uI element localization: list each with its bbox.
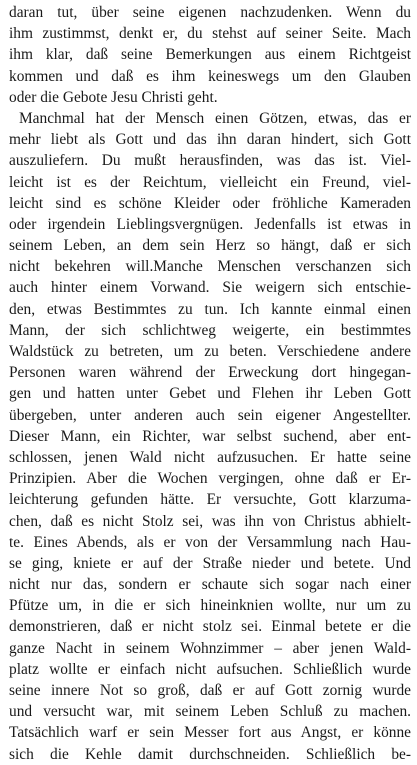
text-line: ihm klar, daß seine Bemerkungen aus einem Richtgeist [9, 46, 411, 64]
text-line: oder irgendein Lieblingsvergnügen. Jedenfalls ist etwas in [9, 215, 411, 233]
text-line: leichterung gefunden hätte. Er versuchte, Gott klarzuma- [9, 491, 411, 509]
text-line: Dieser Mann, ein Richter, war selbst suchend, aber ent- [9, 427, 411, 445]
page-text [9, 2, 411, 765]
text-line: Tatsächlich warf er sein Messer fort aus Angst, er könne [9, 724, 411, 742]
text-line: seinem Leben, an dem sein Herz so hängt, daß er sich [9, 237, 411, 255]
text-line: leicht sind es schöne Kleider oder fröhliche Kameraden [9, 194, 411, 212]
text-line: den, etwas Bestimmtes zu tun. Ich kannte einmal einen [9, 300, 411, 318]
text-line: auszuliefern. Du mußt herausfinden, was das ist. Viel- [9, 152, 411, 170]
text-line: Waldstück zu betreten, um zu beten. Verschiedene andere [9, 343, 411, 360]
text-line: Pfütze um, in die er sich hineinknien wollte, nur um zu [9, 597, 411, 615]
text-line: gen und hatten unter Gebet und Flehen ihr Leben Gott [9, 385, 411, 403]
text-line: oder die Gebote Jesu Christi geht. [9, 88, 218, 106]
text-line: Manchmal hat der Mensch einen Götzen, etwas, das er [19, 109, 411, 127]
text-line: ganze Nacht in seinem Wohnzimmer – aber jenen Wald- [9, 639, 411, 657]
text-line: ihm zustimmst, denkt er, du stehst auf seiner Seite. Mach [9, 25, 411, 43]
text-line: Personen waren während der Erweckung dort hingegan- [9, 364, 411, 382]
text-line: mehr liebt als Gott und das ihn daran hindert, sich Gott [9, 131, 411, 149]
text-line: auch hinter einem Vorwand. Sie weigern sich entschie- [9, 279, 411, 297]
text-line: chen, daß es nicht Stolz sei, was ihn von Christus abhielt- [9, 512, 411, 530]
paragraph-1 [9, 2, 411, 108]
text-line: se ging, kniete er auf der Straße nieder und betete. Und [9, 554, 411, 572]
text-line: te. Eines Abends, als er von der Versammlung nach Hau- [9, 533, 411, 551]
paragraph-2 [9, 108, 411, 765]
text-line: übergeben, unter anderen auch sein eigener Angestellter. [9, 406, 411, 424]
text-line: leicht ist es der Reichtum, vielleicht ein Freund, viel- [9, 173, 411, 191]
text-line: kommen und daß es ihm keineswegs um den Glauben [9, 67, 411, 85]
text-line: sich die Kehle damit durchschneiden. Schließlich be- [9, 745, 411, 763]
text-line: demonstrieren, daß er nicht stolz sei. Einmal betete er die [9, 618, 411, 636]
text-line: und versucht war, mit seinem Leben Schluß zu machen. [9, 703, 411, 721]
text-line: Mann, der sich schlichtweg weigerte, ein bestimmtes [9, 321, 411, 339]
text-line: Prinzipien. Aber die Wochen vergingen, ohne daß er Er- [9, 470, 411, 488]
text-line: daran tut, über seine eigenen nachzudenken. Wenn du [9, 4, 411, 21]
text-line: platz wollte er einfach nicht aufsuchen. Schließlich wurde [9, 660, 411, 678]
text-line: nicht nur das, sondern er schaute sich sogar nach einer [9, 576, 411, 594]
text-line: seine innere Not so groß, daß er auf Gott zornig wurde [9, 682, 411, 699]
text-line: schlossen, jenen Wald nicht aufzusuchen. Er hatte seine [9, 448, 411, 466]
text-line: nicht bekehren will.Manche Menschen verschanzen sich [9, 258, 411, 276]
